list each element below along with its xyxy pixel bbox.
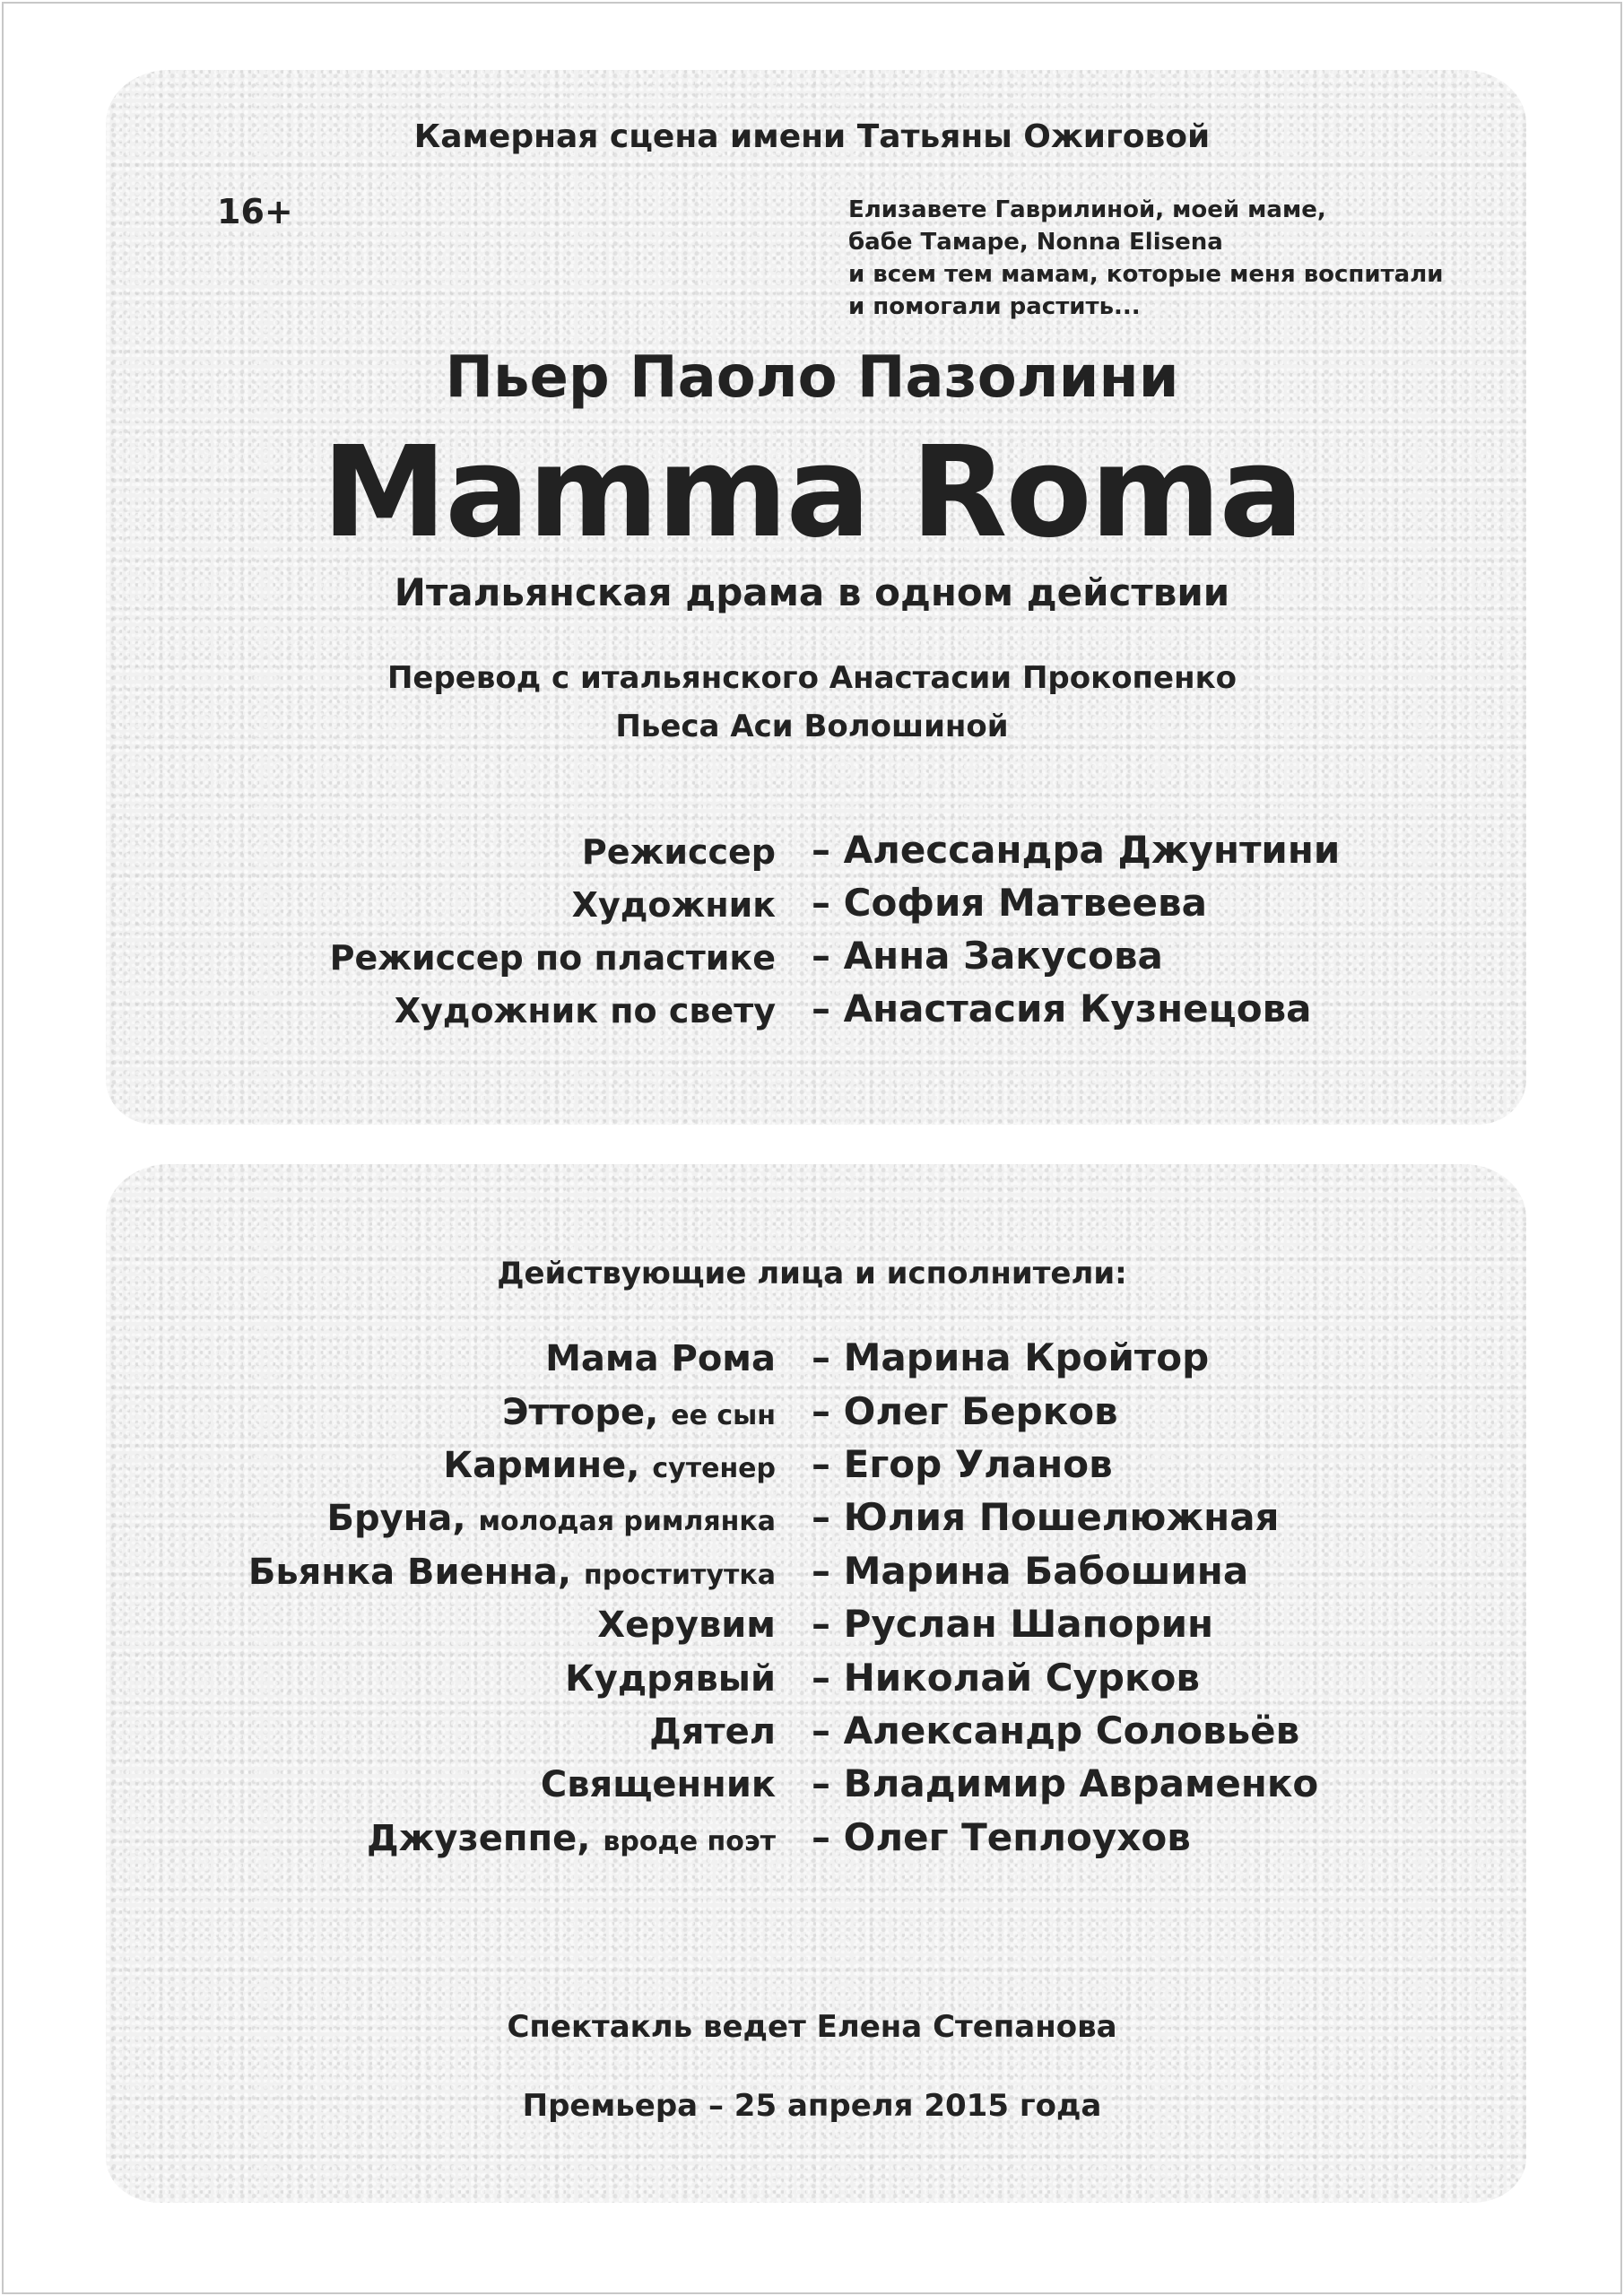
cast-row [0,1708,1624,1752]
staff-name: – Алессандра Джунтини [812,828,1341,872]
cast-row [0,1814,1624,1859]
staff-name: – София Матвеева [812,881,1207,925]
character-name [502,1392,776,1433]
character-role: Кармине, [443,1445,640,1486]
cast-row [0,1761,1624,1805]
character-description: вроде поэт [603,1826,776,1857]
cast-heading: Действующие лица и исполнители: [497,1256,1127,1292]
cast-row [0,1441,1624,1486]
staff-row [0,986,1624,1031]
staff-role: Режиссер [581,832,776,872]
character-name [541,1764,776,1805]
cast-row [0,1494,1624,1539]
actor-name: – Владимир Авраменко [812,1761,1319,1805]
cast-row [0,1655,1624,1700]
character-name [597,1605,776,1646]
character-description: сутенер [652,1453,776,1484]
staff-role: Художник по свету [394,991,776,1031]
staff-row [0,827,1624,872]
play-title: Mamma Roma [321,420,1303,566]
author-name: Пьер Паоло Пазолини [445,344,1179,411]
character-role: Священник [540,1764,776,1805]
character-role: Бруна, [326,1498,466,1539]
play-genre: Итальянская драма в одном действии [394,570,1230,614]
cast-row [0,1601,1624,1646]
character-role: Бьянка Виенна, [248,1552,572,1593]
actor-name: – Олег Берков [812,1389,1118,1433]
actor-name: – Егор Уланов [812,1442,1113,1486]
actor-name: – Александр Соловьёв [812,1709,1300,1752]
character-role: Кудрявый [565,1658,776,1700]
actor-name: – Олег Теплоухов [812,1815,1191,1859]
cast-row [0,1335,1624,1379]
character-name [649,1711,776,1752]
staff-role: Режиссер по пластике [329,938,776,978]
staff-row [0,933,1624,978]
character-name [545,1338,776,1379]
dedication-line: и помогали растить... [848,293,1141,320]
stage-manager-credit: Спектакль ведет Елена Степанова [507,2009,1117,2045]
dedication-line: Елизавете Гаврилиной, моей маме, [848,196,1326,223]
dedication-text [848,194,1443,323]
actor-name: – Руслан Шапорин [812,1602,1214,1646]
actor-name: – Марина Кройтор [812,1335,1210,1379]
dedication-line: и всем тем мамам, которые меня воспитали [848,261,1444,288]
character-name [443,1445,776,1486]
actor-name: – Юлия Пошелюжная [812,1495,1280,1539]
staff-row [0,880,1624,925]
cast-row [0,1548,1624,1593]
staff-name: – Анастасия Кузнецова [812,987,1312,1031]
character-role: Херувим [597,1605,776,1646]
character-name [327,1498,776,1539]
character-role: Этторе, [502,1392,659,1433]
venue-title: Камерная сцена имени Татьяны Ожиговой [413,118,1211,155]
staff-role: Художник [571,885,776,925]
character-description: проститутка [584,1560,776,1591]
age-rating-badge: 16+ [217,192,293,231]
dedication-line: бабе Тамаре, Nonna Elisena [848,229,1223,256]
actor-name: – Марина Бабошина [812,1549,1249,1593]
playwright-credit: Пьеса Аси Волошиной [615,709,1009,744]
character-name [565,1658,776,1700]
character-description: молодая римлянка [478,1506,776,1537]
actor-name: – Николай Сурков [812,1656,1200,1700]
translation-credit: Перевод с итальянского Анастасии Прокопенко [386,660,1238,696]
character-role: Дятел [649,1711,776,1752]
staff-name: – Анна Закусова [812,934,1163,978]
character-role: Джузеппе, [366,1818,591,1859]
cast-row [0,1388,1624,1433]
character-name [367,1818,776,1859]
character-description: ее сын [671,1400,776,1431]
premiere-date: Премьера – 25 апреля 2015 года [522,2088,1102,2124]
character-name [248,1552,776,1593]
character-role: Мама Рома [545,1338,776,1379]
